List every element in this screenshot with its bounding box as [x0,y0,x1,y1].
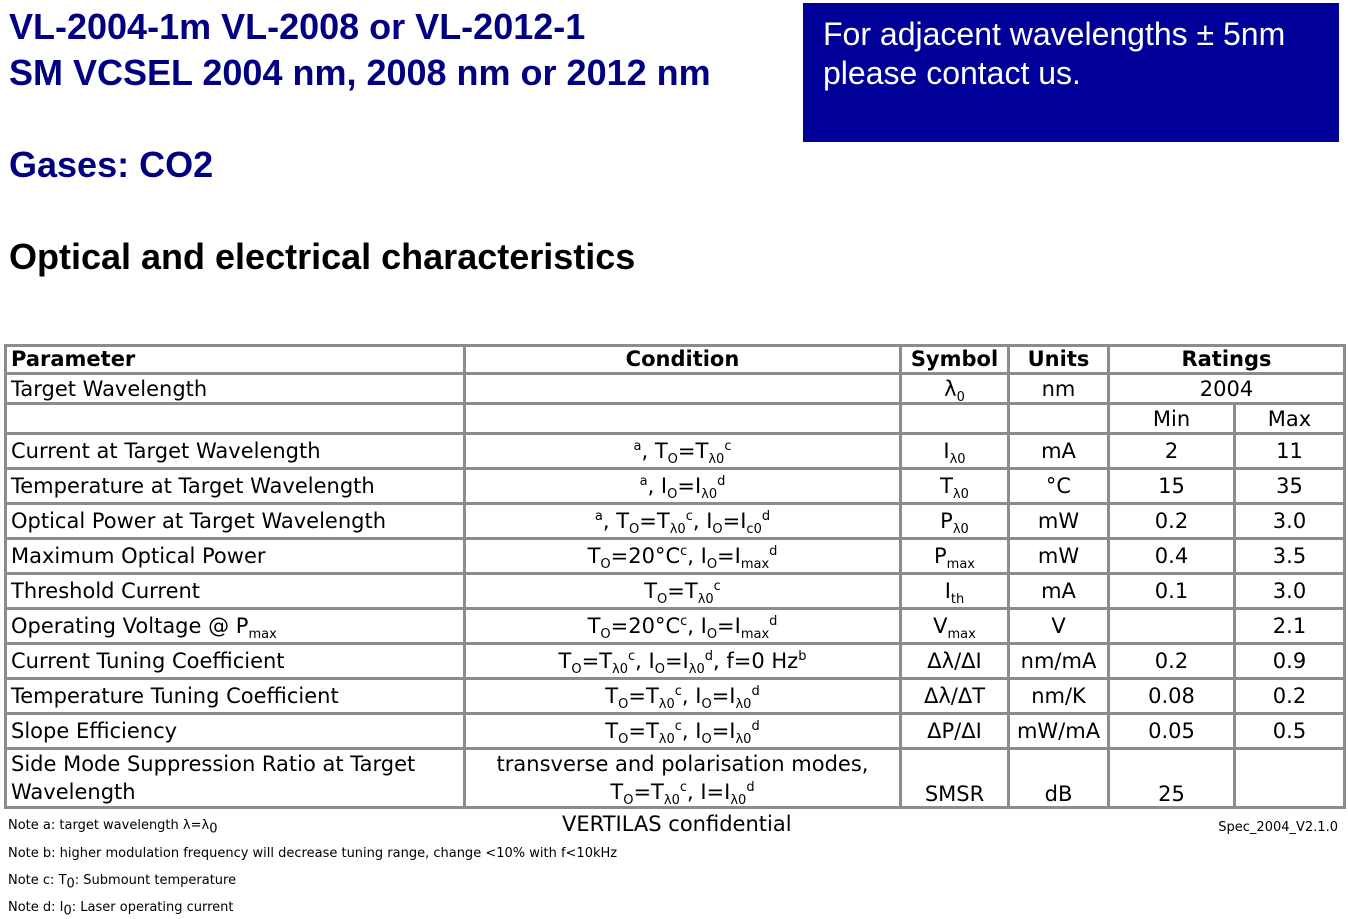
subscript-text: λ0 [735,732,752,748]
inline-text: =T [677,439,709,463]
cell-min: 0.4 [1109,539,1235,574]
inline-text: T [558,649,572,673]
cell-parameter [6,644,465,679]
symbol-text: λ [944,376,957,401]
subscript-text: max [740,627,770,643]
cell-symbol [901,374,1009,404]
superscript-text: d [746,780,755,795]
inline-text: T [644,579,658,603]
subscript-text: O [571,662,582,678]
superscript-text: d [761,509,771,524]
inline-text: =T [581,649,613,673]
inline-text: : Laser operating current [71,900,234,915]
cell-max [1235,749,1345,808]
contact-notice-box [803,3,1339,142]
title-line-1: VL-2004-1m VL-2008 or VL-2012-1 [9,6,586,47]
superscript-text: d [704,649,713,664]
cell-symbol [901,574,1009,609]
cell-condition [465,714,901,749]
table-row [6,434,1345,469]
cell-min: 15 [1109,469,1235,504]
inline-text: P [934,544,947,568]
inline-text: =I [677,474,702,498]
subscript-text: λ0 [701,487,718,503]
inline-text: P [940,509,953,533]
superscript-text: d [751,719,760,734]
cell-max: 11 [1235,434,1345,469]
inline-text: , I [647,474,668,498]
inline-text: Δλ/ΔT [923,684,986,708]
cell-condition [465,609,901,644]
note-b [8,846,617,861]
subscript-text: max [946,557,975,573]
table-header-row [6,346,1345,374]
cell-max: 0.5 [1235,714,1345,749]
inline-text: Note c: T [8,873,67,888]
subscript-text: λ0 [663,793,680,808]
notice-line-1: For adjacent wavelengths ± 5nm [823,16,1286,52]
header-ratings: Ratings [1109,346,1345,374]
confidential-label: VERTILAS confidential [562,812,792,836]
table-row-min-max [6,404,1345,434]
superscript-text: c [724,439,732,454]
parameter-text: Threshold Current [11,579,201,603]
inline-text: T [610,780,624,804]
cell-empty [6,404,465,434]
header-parameter: Parameter [6,346,465,374]
parameter-text: Optical Power at Target Wavelength [11,509,387,533]
inline-text: =T [639,509,670,533]
header-symbol: Symbol [901,346,1009,374]
subscript-text: th [950,592,965,608]
cell-units: V [1009,609,1109,644]
header-units: Units [1009,346,1109,374]
inline-text: Δλ/ΔI [927,649,982,673]
cell-min: 0.2 [1109,504,1235,539]
cell-min: 0.08 [1109,679,1235,714]
cell-symbol: SMSR [901,749,1009,808]
cell-units: nm/mA [1009,644,1109,679]
cell-parameter [6,749,465,808]
title-line-2: SM VCSEL 2004 nm, 2008 nm or 2012 nm [9,52,711,93]
cell-max: 0.9 [1235,644,1345,679]
inline-text: =T [628,719,659,743]
subscript-text: O [623,793,634,808]
cell-max: 0.2 [1235,679,1345,714]
cell-symbol [901,504,1009,539]
superscript-text: d [769,544,778,559]
gases-label: Gases: CO2 [9,144,214,185]
table-row [6,714,1345,749]
note-d [8,900,234,919]
cell-parameter [6,679,465,714]
cell-units: dB [1009,749,1109,808]
subscript-text: λ0 [669,522,686,538]
parameter-text: Operating Voltage @ P [11,614,249,638]
cell-condition [465,574,901,609]
superscript-text: c [680,614,688,629]
superscript-text: c [628,649,636,664]
subscript-text: λ0 [708,452,725,468]
cell-parameter [6,714,465,749]
inline-text: Note d: I [8,900,64,915]
cell-min: 0.2 [1109,644,1235,679]
cell-symbol [901,609,1009,644]
subscript-text: O [701,732,712,748]
inline-text: ΔP/ΔI [927,719,982,743]
inline-text: I [943,439,950,463]
inline-text: =T [628,684,659,708]
subscript-text: O [712,522,723,538]
parameter-text: Current Tuning Coefficient [11,649,285,673]
cell-min: 0.1 [1109,574,1235,609]
cell-symbol [901,714,1009,749]
subscript-text: max [248,627,277,643]
inline-text: =20°C [610,614,681,638]
table-row [6,574,1345,609]
inline-text: , f=0 Hz [712,649,799,673]
inline-text: , I [681,719,702,743]
table-row [6,539,1345,574]
inline-text: T [605,684,619,708]
superscript-text: c [674,719,682,734]
subscript-text: λ0 [612,662,629,678]
table-row-smsr [6,749,1345,808]
table-row [6,609,1345,644]
subscript-text: λ0 [658,697,675,713]
subscript-text: 0 [63,903,72,919]
cell-min: 2 [1109,434,1235,469]
inline-text: , I [681,684,702,708]
header-min: Min [1109,404,1235,434]
superscript-text: b [798,649,807,664]
cell-empty [1009,404,1109,434]
subscript-text: O [701,697,712,713]
condition-text: transverse and polarisation modes, [496,752,869,776]
parameter-text: Current at Target Wavelength [11,439,321,463]
parameter-text: Maximum Optical Power [11,544,266,568]
cell-condition [465,374,901,404]
cell-parameter [6,434,465,469]
superscript-text: d [717,474,726,489]
cell-max: 35 [1235,469,1345,504]
superscript-text: a [639,474,648,489]
inline-text: =T [633,780,664,804]
cell-parameter [6,469,465,504]
cell-condition [465,749,901,808]
cell-condition [465,539,901,574]
cell-units: nm [1009,374,1109,404]
cell-max: 3.0 [1235,574,1345,609]
inline-text: =I [711,684,736,708]
subscript-text: max [947,627,976,643]
cell-condition [465,504,901,539]
symbol-subscript: 0 [956,389,965,404]
inline-text: =I [711,719,736,743]
parameter-text: Slope Efficiency [11,719,178,743]
subscript-text: λ0 [952,487,969,503]
superscript-text: d [769,614,778,629]
cell-condition [465,679,901,714]
inline-text: , I [692,509,713,533]
inline-text: : Submount temperature [74,873,237,888]
inline-text: T [587,544,601,568]
parameter-text: Temperature Tuning Coefficient [11,684,339,708]
parameter-text: Temperature at Target Wavelength [11,474,375,498]
subscript-text: O [667,487,678,503]
cell-units: mA [1009,434,1109,469]
inline-text: , T [602,509,630,533]
inline-text: , T [641,439,668,463]
subscript-text: O [600,627,611,643]
subscript-text: O [600,557,611,573]
subscript-text: O [706,627,718,643]
subscript-text: λ0 [688,662,705,678]
inline-text: =I [664,649,689,673]
superscript-text: c [680,544,688,559]
subscript-text: 0 [209,821,218,837]
cell-max: 2.1 [1235,609,1345,644]
cell-min: 0.05 [1109,714,1235,749]
table-row [6,469,1345,504]
cell-empty [901,404,1009,434]
cell-parameter [6,609,465,644]
cell-parameter: Target Wavelength [6,374,465,404]
inline-text: , I=I [687,780,731,804]
subscript-text: λ0 [949,452,966,468]
inline-text: , I [687,544,707,568]
cell-symbol [901,539,1009,574]
cell-units: mW [1009,539,1109,574]
cell-condition [465,469,901,504]
characteristics-table [4,344,1346,809]
subscript-text: λ0 [952,522,969,538]
notice-line-2: please contact us. [823,55,1081,91]
inline-text: =I [717,614,741,638]
inline-text: =I [717,544,741,568]
cell-symbol [901,679,1009,714]
subscript-text: λ0 [735,697,752,713]
section-heading: Optical and electrical characteristics [9,236,636,277]
table-row [6,644,1345,679]
subscript-text: O [657,592,668,608]
superscript-text: c [713,579,721,594]
parameter-text: Side Mode Suppression Ratio at Target [11,752,416,776]
subscript-text: c0 [746,522,762,538]
subscript-text: O [618,732,629,748]
condition-text [470,778,895,806]
table-row [6,679,1345,714]
superscript-text: c [685,509,693,524]
cell-condition [465,434,901,469]
cell-condition [465,644,901,679]
subscript-text: λ0 [658,732,675,748]
subscript-text: O [618,697,629,713]
subscript-text: O [654,662,665,678]
cell-parameter [6,574,465,609]
subscript-text: 0 [66,876,75,892]
subscript-text: λ0 [730,793,747,808]
inline-text: T [587,614,601,638]
inline-text: =20°C [610,544,681,568]
cell-units: mW [1009,504,1109,539]
header-condition: Condition [465,346,901,374]
inline-text: =I [722,509,747,533]
superscript-text: c [674,684,682,699]
inline-text: =T [667,579,698,603]
header-max: Max [1235,404,1345,434]
note-c [8,873,237,892]
cell-parameter [6,539,465,574]
cell-target-value: 2004 [1109,374,1345,404]
inline-text: T [940,474,953,498]
table-row [6,504,1345,539]
cell-symbol [901,644,1009,679]
cell-max: 3.0 [1235,504,1345,539]
superscript-text: d [751,684,760,699]
inline-text: I [944,579,951,603]
parameter-text: Wavelength [11,780,136,804]
inline-text: Note a: target wavelength λ=λ [8,818,210,833]
subscript-text: O [629,522,640,538]
superscript-text: a [633,439,642,454]
cell-units: mW/mA [1009,714,1109,749]
cell-min: 25 [1109,749,1235,808]
superscript-text: a [594,509,603,524]
cell-symbol [901,434,1009,469]
subscript-text: λ0 [697,592,714,608]
inline-text: , I [635,649,655,673]
spec-version: Spec_2004_V2.1.0 [1218,820,1338,835]
inline-text: V [933,614,948,638]
cell-units: °C [1009,469,1109,504]
cell-symbol [901,469,1009,504]
cell-empty [465,404,901,434]
inline-text: T [605,719,619,743]
cell-units: nm/K [1009,679,1109,714]
subscript-text: O [706,557,718,573]
inline-text: , I [687,614,707,638]
cell-parameter [6,504,465,539]
table-row-target-wavelength [6,374,1345,404]
inline-text: Note b: higher modulation frequency will decrease tuning range, change <10% with f<10kHz [8,846,618,861]
note-a [8,818,218,837]
superscript-text: c [679,780,688,795]
subscript-text: max [740,557,770,573]
subscript-text: O [667,452,678,468]
cell-max: 3.5 [1235,539,1345,574]
cell-min [1109,609,1235,644]
cell-units: mA [1009,574,1109,609]
